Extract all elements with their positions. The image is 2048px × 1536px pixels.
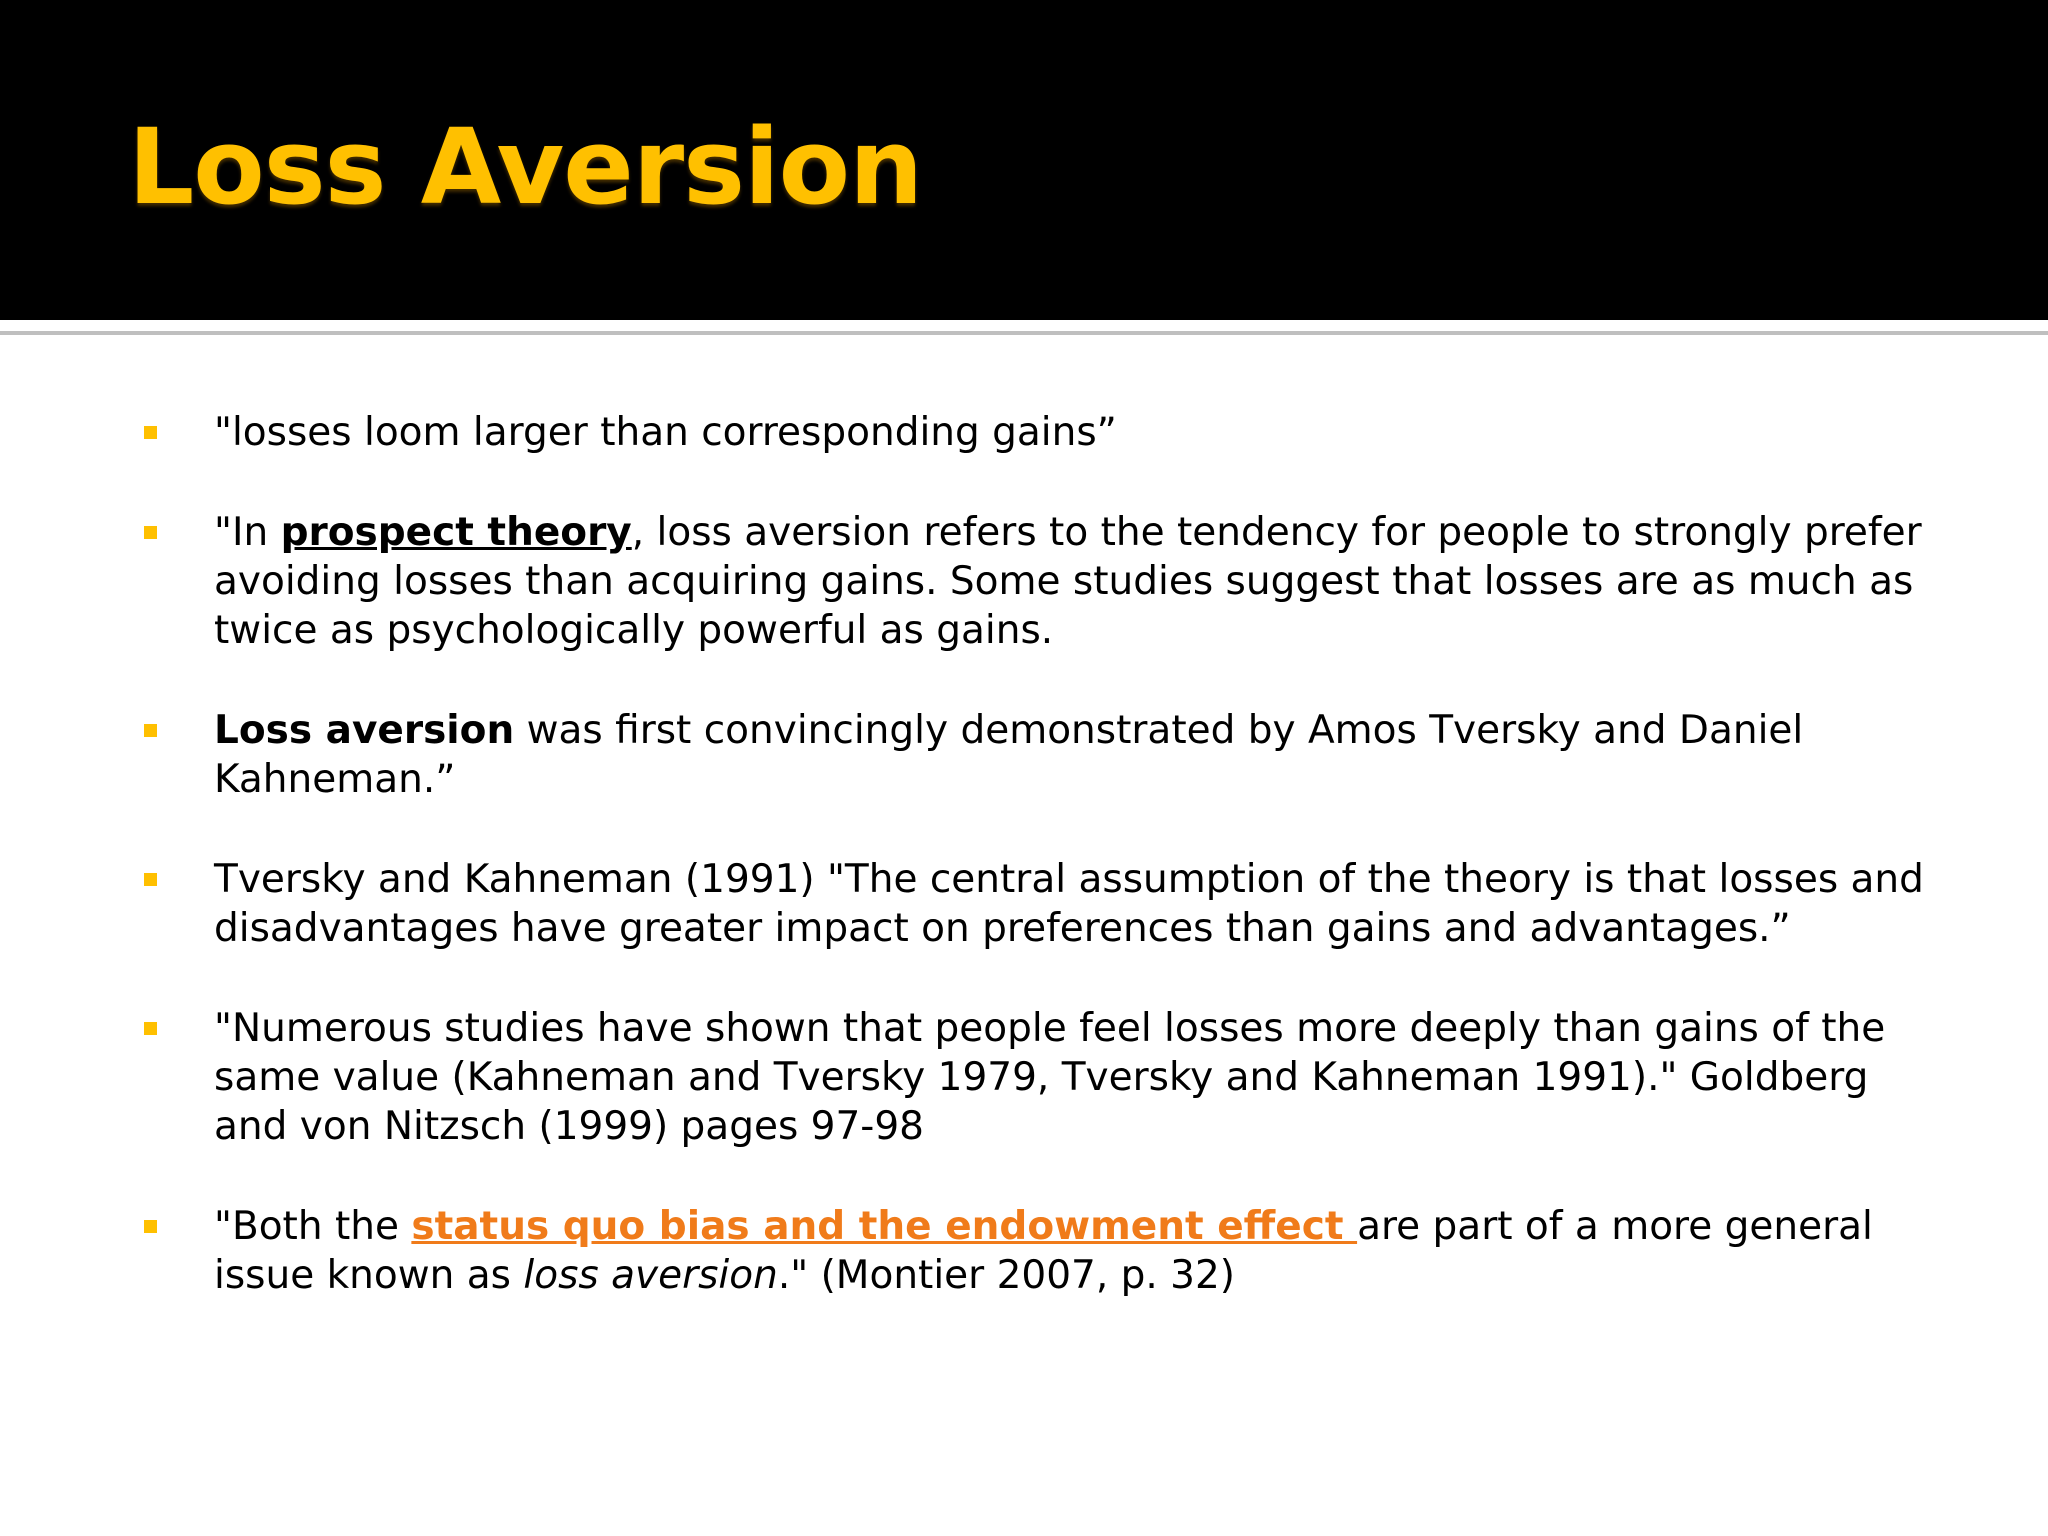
bullet-item [140, 855, 1940, 953]
square-bullet-icon [144, 1022, 157, 1035]
square-bullet-icon [144, 724, 157, 737]
title-bar [0, 0, 2048, 320]
bullet-text-middle: are part of a more general issue known as [214, 1204, 1873, 1298]
bullet-list [140, 408, 1940, 1351]
bullet-text-prefix: "Both the [214, 1204, 412, 1249]
bullet-text: Tversky and Kahneman (1991) "The central assumption of the theory is that losses and disadvantages have greater impact on preferences than gains and advantages.” [214, 857, 1924, 951]
prospect-theory-link[interactable]: prospect theory [280, 510, 632, 555]
bullet-text: "losses loom larger than corresponding gains” [214, 410, 1117, 455]
square-bullet-icon [144, 426, 157, 439]
bullet-text-suffix: , loss aversion refers to the tendency for people to strongly prefer avoiding losses than acquiring gains. Some studies suggest that losses are as much as twice as psychologically powerful as gains. [214, 510, 1922, 653]
title-divider-white [0, 320, 2048, 328]
bullet-item [140, 508, 1940, 655]
square-bullet-icon [144, 873, 157, 886]
title-divider-gray [0, 331, 2048, 335]
bullet-bold-term: Loss aversion [214, 708, 515, 753]
bullet-item [140, 408, 1940, 457]
bullet-item [140, 1004, 1940, 1151]
bullet-text: "Numerous studies have shown that people feel losses more deeply than gains of the same value (Kahneman and Tversky 1979, Tversky and Kahneman 1991)." Goldberg and von Nitzsch (1999) pages 97-98 [214, 1006, 1886, 1149]
bullet-text-suffix: was first convincingly demonstrated by Amos Tversky and Daniel Kahneman.” [214, 708, 1804, 802]
bullet-italic-term: loss aversion [523, 1253, 778, 1298]
square-bullet-icon [144, 1220, 157, 1233]
bullet-text-prefix: "In [214, 510, 281, 555]
square-bullet-icon [144, 526, 157, 539]
slide-title: Loss Aversion [128, 106, 923, 228]
bullet-item [140, 706, 1940, 804]
status-quo-bias-link[interactable]: status quo bias and the endowment effect [411, 1204, 1358, 1249]
bullet-text-suffix: ." (Montier 2007, p. 32) [777, 1253, 1236, 1298]
bullet-item [140, 1202, 1940, 1300]
